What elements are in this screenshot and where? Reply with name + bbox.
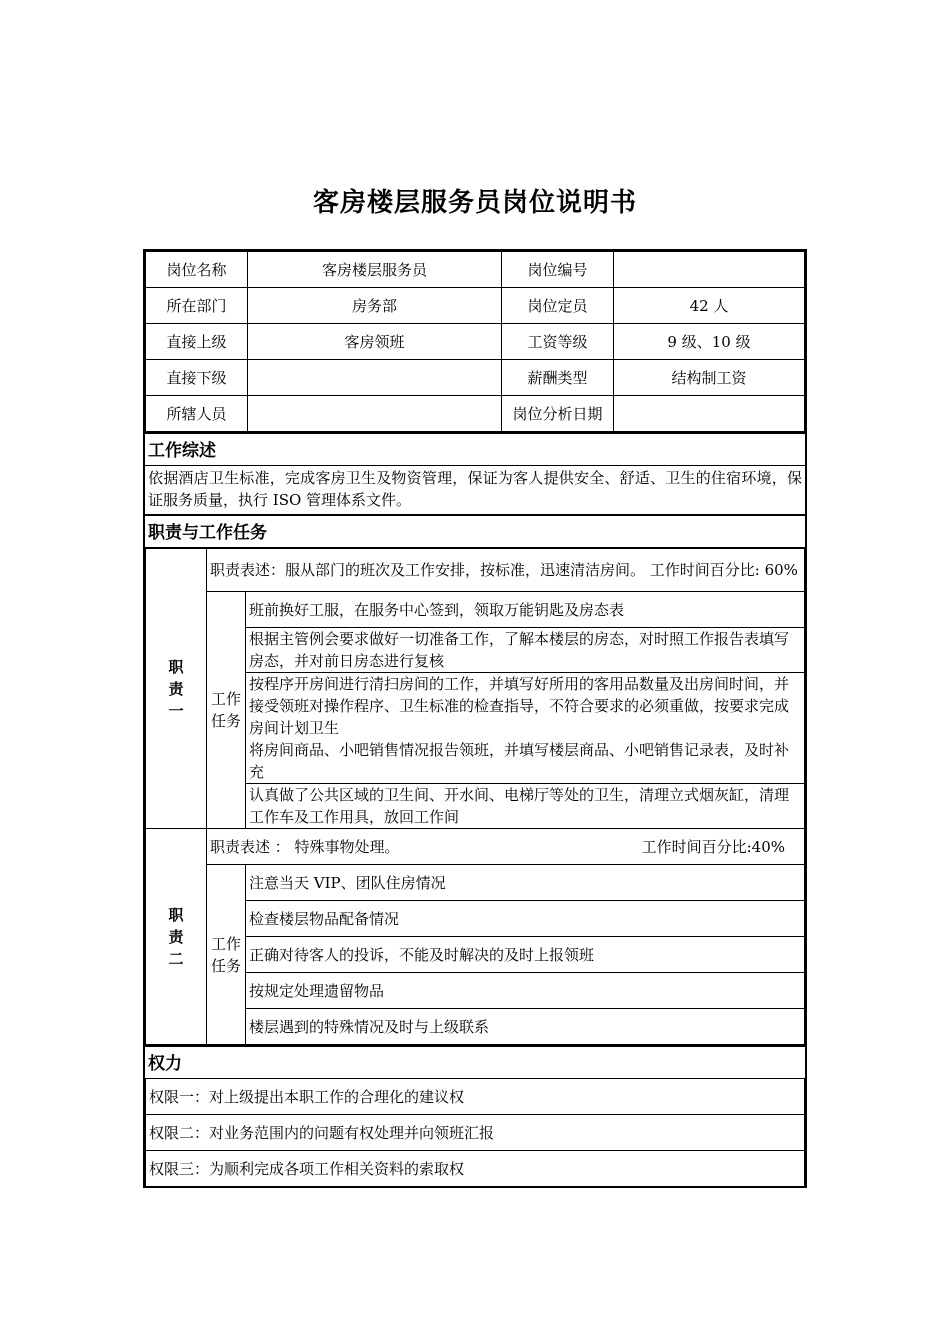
info-label: 所辖人员: [146, 396, 248, 432]
duty2-label-text: 职 责 二: [168, 905, 184, 968]
info-label: 直接下级: [146, 360, 248, 396]
duties-heading: 职责与工作任务: [145, 514, 805, 548]
info-value: [248, 396, 502, 432]
duty2-description: [207, 829, 805, 865]
duty2-task: 楼层遇到的特殊情况及时与上级联系: [246, 1009, 805, 1045]
duty1-label: [146, 549, 207, 829]
info-row: [146, 396, 805, 432]
duty2-desc-right: 工作时间百分比:40%: [641, 837, 785, 856]
info-value: 客房楼层服务员: [248, 252, 502, 288]
duty2-desc-left: 职责表述 ： 特殊事物处理。: [210, 837, 400, 856]
summary-heading: 工作综述: [145, 432, 805, 466]
info-label: 直接上级: [146, 324, 248, 360]
duty2-task-label-text: 工作 任务: [210, 934, 241, 975]
info-value: 42 人: [614, 288, 805, 324]
info-value: [614, 396, 805, 432]
info-value: [614, 252, 805, 288]
duty1-task: 班前换好工服，在服务中心签到，领取万能钥匙及房态表: [246, 592, 805, 628]
info-label: 岗位编号: [502, 252, 614, 288]
power-heading: 权力: [145, 1045, 805, 1079]
info-label: 岗位定员: [502, 288, 614, 324]
duty2-task-label: [207, 865, 246, 1045]
info-value: 结构制工资: [614, 360, 805, 396]
info-value: 房务部: [248, 288, 502, 324]
document-title: 客房楼层服务员岗位说明书: [312, 188, 637, 218]
duty2-task: 注意当天 VIP、团队住房情况: [246, 865, 805, 901]
info-row: [146, 360, 805, 396]
info-label: 薪酬类型: [502, 360, 614, 396]
duty1-task: 按程序开房间进行清扫房间的工作，并填写好所用的客用品数量及出房间时间，并接受领班对操作程序、卫生标准的检查指导，不符合要求的必须重做，按要求完成房间计划卫生: [246, 673, 805, 740]
summary-text: 依据酒店卫生标准，完成客房卫生及物资管理，保证为客人提供安全、舒适、卫生的住宿环境，保证服务质量，执行 ISO 管理体系文件。: [148, 469, 802, 509]
job-description-form: [143, 249, 807, 1188]
info-value: 9 级、10 级: [614, 324, 805, 360]
info-row: [146, 324, 805, 360]
info-label: 所在部门: [146, 288, 248, 324]
duty1-task-label-text: 工作 任务: [210, 690, 241, 730]
power-table: [145, 1079, 805, 1186]
duties-table: [145, 548, 805, 1045]
duty1-label-text: 职 责 一: [168, 657, 184, 720]
power-item: 权限三：为顺利完成各项工作相关资料的索取权: [146, 1151, 805, 1187]
duty1-task: 根据主管例会要求做好一切准备工作，了解本楼层的房态，对时照工作报告表填写房态，并对前日房态进行复核: [246, 628, 805, 673]
info-value: 客房领班: [248, 324, 502, 360]
power-item: 权限一：对上级提出本职工作的合理化的建议权: [146, 1079, 805, 1115]
info-label: 工资等级: [502, 324, 614, 360]
info-label: 岗位分析日期: [502, 396, 614, 432]
info-label: 岗位名称: [146, 252, 248, 288]
duty2-task: 按规定处理遗留物品: [246, 973, 805, 1009]
info-row: [146, 252, 805, 288]
duty1-task: 认真做了公共区域的卫生间、开水间、电梯厅等处的卫生，清理立式烟灰缸，清理工作车及工作用具，放回工作间: [246, 784, 805, 829]
basic-info-table: [145, 251, 805, 432]
info-value: [248, 360, 502, 396]
info-row: [146, 288, 805, 324]
power-item: 权限二：对业务范围内的问题有权处理并向领班汇报: [146, 1115, 805, 1151]
duty1-description: 职责表述：服从部门的班次及工作安排，按标准，迅速清洁房间。 工作时间百分比: 60%: [207, 549, 805, 592]
duty1-task-label: [207, 592, 246, 829]
duty2-task: 检查楼层物品配备情况: [246, 901, 805, 937]
duty2-task: 正确对待客人的投诉，不能及时解决的及时上报领班: [246, 937, 805, 973]
duty2-label: [146, 829, 207, 1045]
duty1-task: 将房间商品、小吧销售情况报告领班，并填写楼层商品、小吧销售记录表，及时补充: [246, 739, 805, 784]
